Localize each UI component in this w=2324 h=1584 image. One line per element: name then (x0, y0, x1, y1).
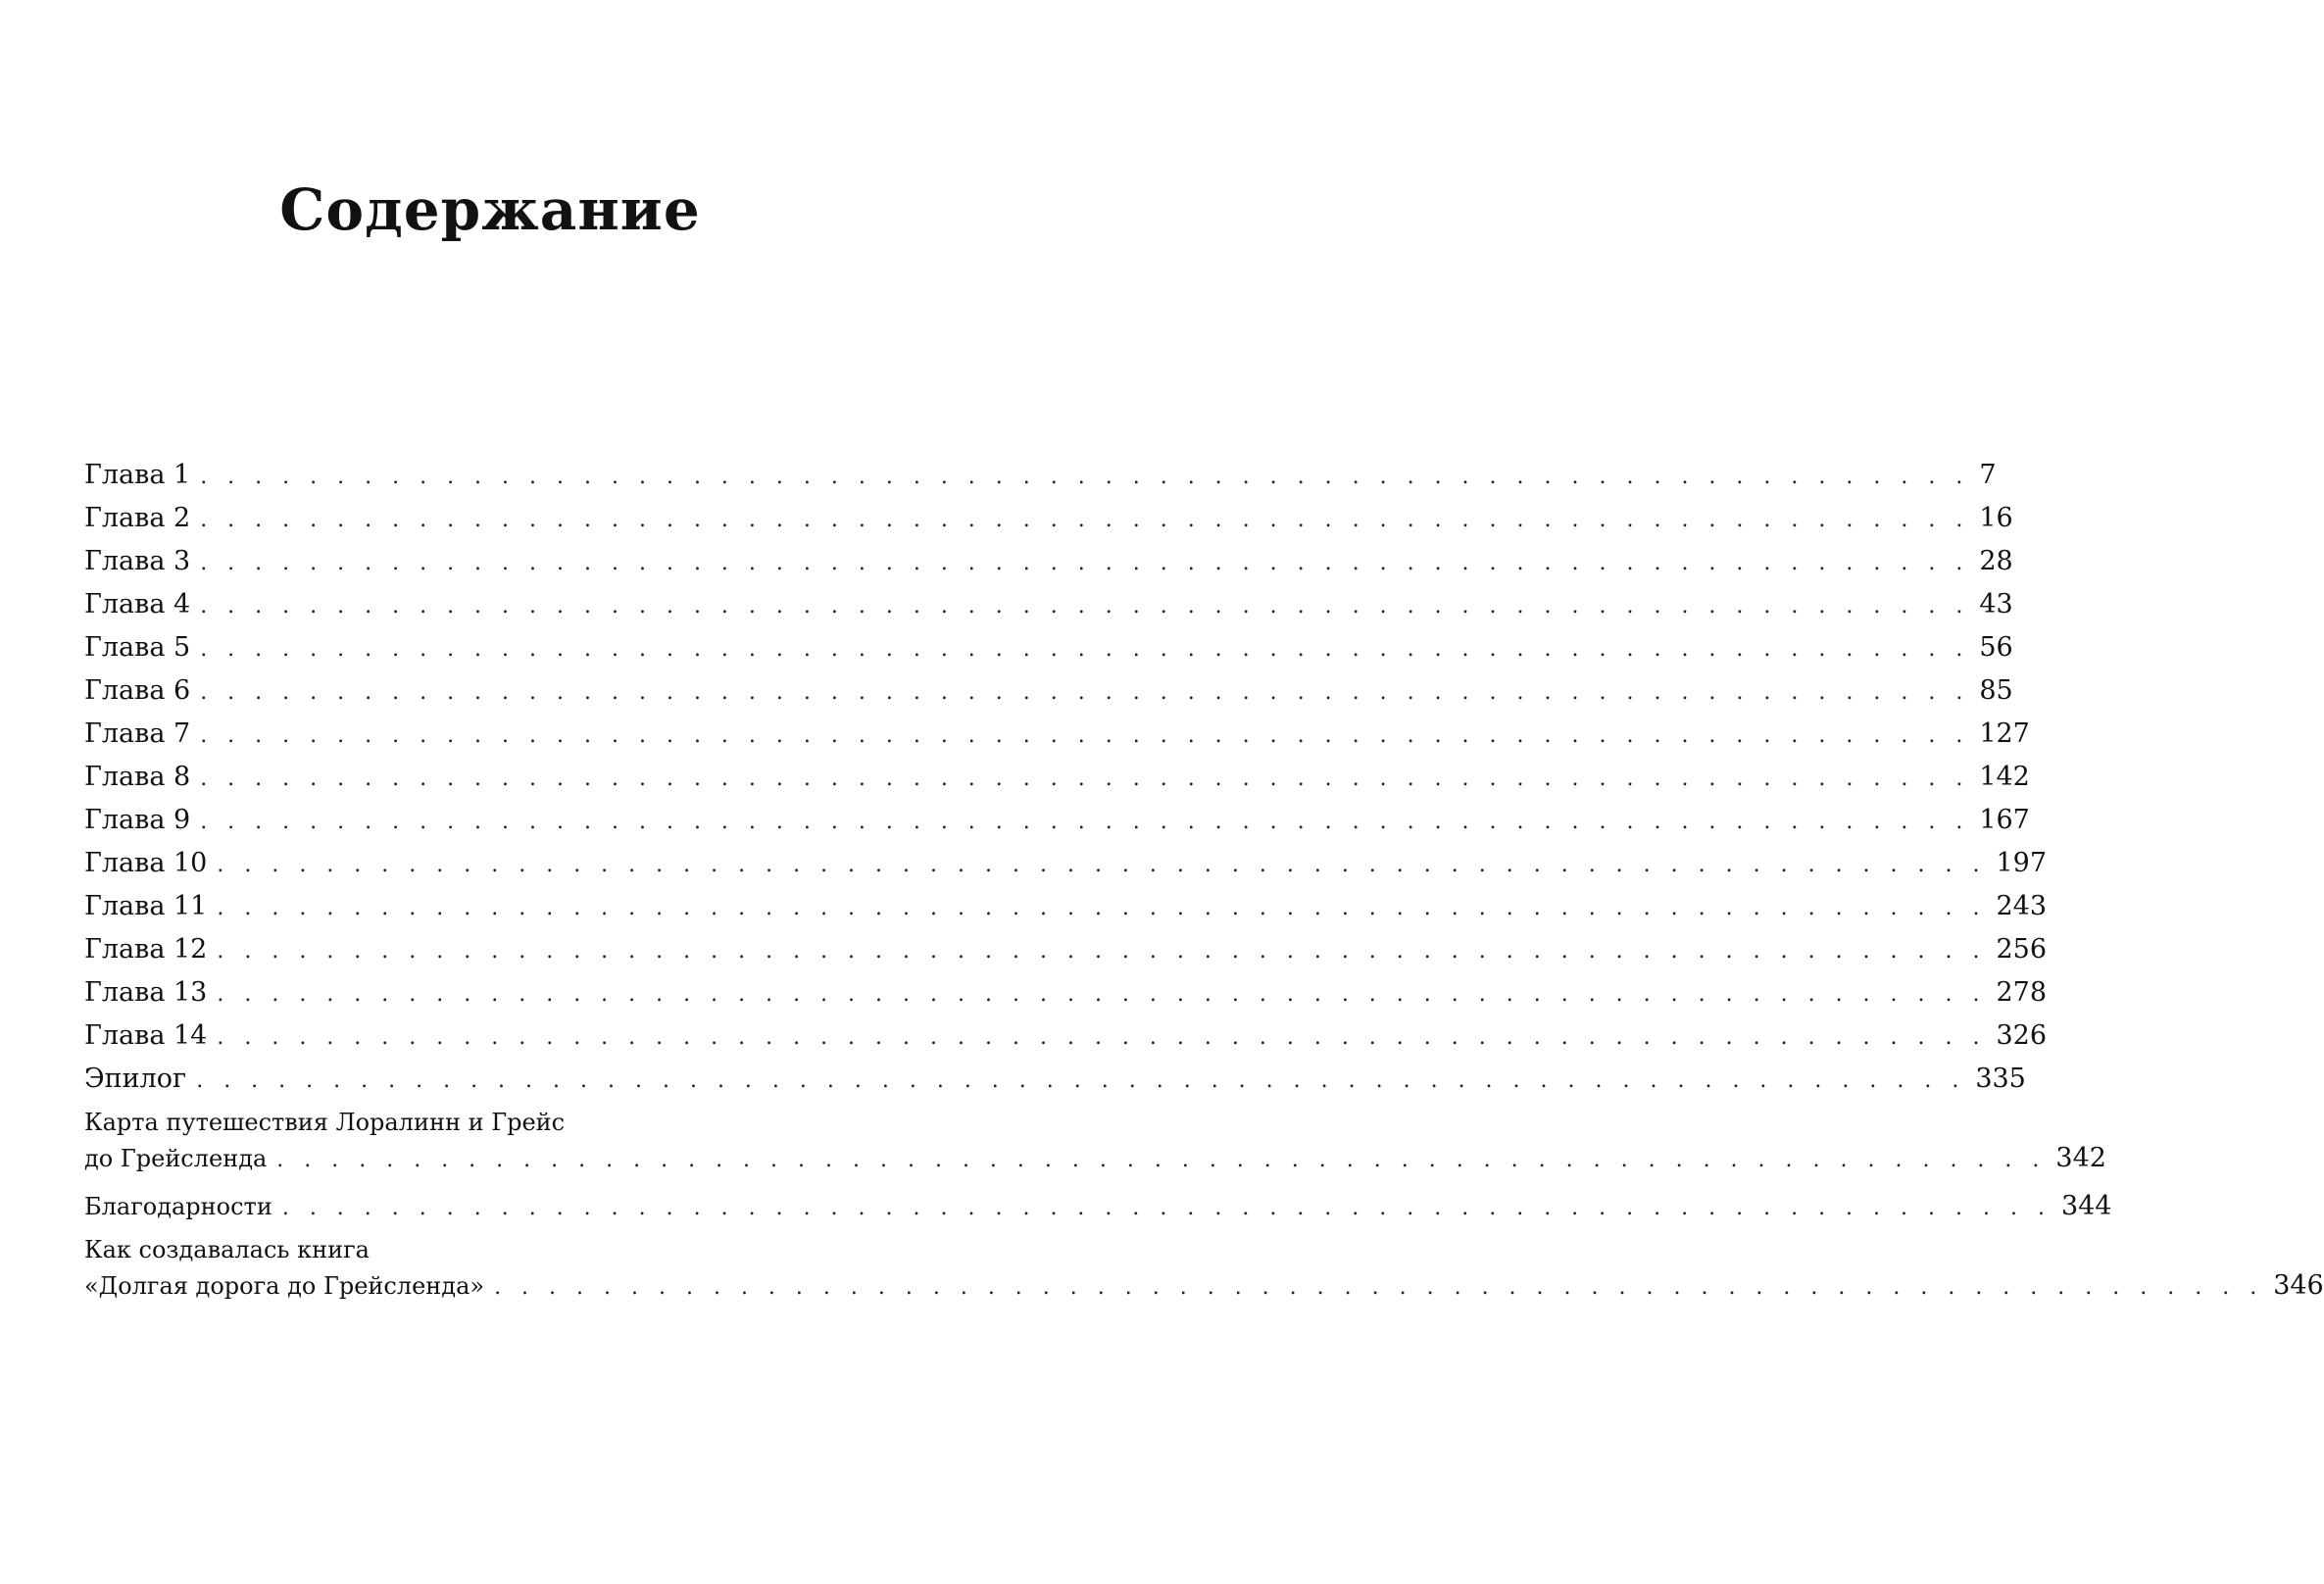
toc-leader: . . . . . . . . . . . . . . . . . . . . . . . . . . . . . . . . . . . . . . . . . . . . . . . . . . . . . . . . . . . . . . . . . (217, 853, 1987, 877)
toc-entry-label: Глава 7 (84, 718, 191, 749)
toc-leader: . . . . . . . . . . . . . . . . . . . . . . . . . . . . . . . . . . . . . . . . . . . . . . . . . . . . . . . . . . . . . . . . . (494, 1275, 2264, 1300)
toc-leader: . . . . . . . . . . . . . . . . . . . . . . . . . . . . . . . . . . . . . . . . . . . . . . . . . . . . . . . . . . . . . . . . . (217, 1025, 1987, 1050)
toc-entry (84, 583, 2013, 626)
toc-entry-label: Глава 10 (84, 848, 208, 878)
toc-entry-page: 326 (1996, 1020, 2048, 1051)
toc-entry-label: Глава 14 (84, 1020, 208, 1051)
toc-entry-label: Глава 6 (84, 675, 191, 706)
toc-entry (84, 713, 2030, 756)
toc-entry-page: 28 (1979, 546, 2013, 576)
toc-entry-label: Глава 12 (84, 934, 208, 965)
table-of-contents (84, 454, 2324, 1305)
toc-entry (84, 842, 2048, 885)
toc-entry-label-line2: «Долгая дорога до Грейсленда» (84, 1272, 485, 1300)
toc-entry-label-line1: Как создавалась книга (84, 1236, 370, 1263)
toc-leader: . . . . . . . . . . . . . . . . . . . . . . . . . . . . . . . . . . . . . . . . . . . . . . . . . . . . . . . . . . . . . . . . . (281, 1196, 2052, 1220)
toc-leader: . . . . . . . . . . . . . . . . . . . . . . . . . . . . . . . . . . . . . . . . . . . . . . . . . . . . . . . . . . . . . . . . . (200, 637, 1970, 662)
toc-entry-page: 85 (1979, 675, 2013, 706)
toc-entry (84, 928, 2048, 971)
toc-entry-page: 142 (1979, 762, 2030, 792)
toc-entry-label: Эпилог (84, 1064, 187, 1094)
toc-entry-page: 7 (1979, 460, 1997, 490)
toc-entry (84, 885, 2048, 928)
toc-entry (84, 756, 2030, 799)
toc-entry-label: Глава 3 (84, 546, 191, 576)
toc-leader: . . . . . . . . . . . . . . . . . . . . . . . . . . . . . . . . . . . . . . . . . . . . . . . . . . . . . . . . . . . . . . . . . (200, 508, 1970, 532)
toc-entry-label: Глава 11 (84, 891, 208, 921)
toc-entry-label: Глава 4 (84, 589, 191, 619)
toc-entry-page: 43 (1979, 589, 2013, 619)
toc-entry (84, 626, 2013, 669)
toc-entry-page: 346 (2273, 1270, 2324, 1301)
toc-leader: . . . . . . . . . . . . . . . . . . . . . . . . . . . . . . . . . . . . . . . . . . . . . . . . . . . . . . . . . . . . . . . . . (196, 1068, 1966, 1093)
toc-entry (84, 1267, 2324, 1305)
toc-entry-label: Глава 8 (84, 762, 191, 792)
toc-entry-page: 256 (1996, 934, 2048, 965)
toc-entry-page: 335 (1975, 1064, 2026, 1094)
toc-entry-page: 243 (1996, 891, 2048, 921)
toc-leader: . . . . . . . . . . . . . . . . . . . . . . . . . . . . . . . . . . . . . . . . . . . . . . . . . . . . . . . . . . . . . . . . . (200, 767, 1970, 791)
toc-entry-map (84, 1105, 2106, 1177)
toc-entry (84, 454, 1997, 497)
toc-entry-page: 56 (1979, 632, 2013, 663)
toc-entry (84, 799, 2030, 842)
toc-entry-label: Глава 1 (84, 460, 191, 490)
toc-leader: . . . . . . . . . . . . . . . . . . . . . . . . . . . . . . . . . . . . . . . . . . . . . . . . . . . . . . . . . . . . . . . . . (200, 680, 1970, 705)
toc-entry-page: 127 (1979, 718, 2030, 749)
toc-entry-label: Глава 13 (84, 977, 208, 1008)
toc-leader: . . . . . . . . . . . . . . . . . . . . . . . . . . . . . . . . . . . . . . . . . . . . . . . . . . . . . . . . . . . . . . . . . (200, 465, 1970, 489)
toc-leader: . . . . . . . . . . . . . . . . . . . . . . . . . . . . . . . . . . . . . . . . . . . . . . . . . . . . . . . . . . . . . . . . . (200, 723, 1970, 748)
toc-leader: . . . . . . . . . . . . . . . . . . . . . . . . . . . . . . . . . . . . . . . . . . . . . . . . . . . . . . . . . . . . . . . . . (217, 939, 1987, 964)
toc-leader: . . . . . . . . . . . . . . . . . . . . . . . . . . . . . . . . . . . . . . . . . . . . . . . . . . . . . . . . . . . . . . . . . (276, 1148, 2047, 1172)
toc-entry (84, 1015, 2048, 1058)
toc-entry-label-line1: Карта путешествия Лоралинн и Грейс (84, 1109, 566, 1136)
page-title: Содержание (279, 176, 701, 243)
toc-leader: . . . . . . . . . . . . . . . . . . . . . . . . . . . . . . . . . . . . . . . . . . . . . . . . . . . . . . . . . . . . . . . . . (217, 896, 1987, 920)
toc-entry-thanks (84, 1185, 2112, 1228)
toc-leader: . . . . . . . . . . . . . . . . . . . . . . . . . . . . . . . . . . . . . . . . . . . . . . . . . . . . . . . . . . . . . . . . . (217, 982, 1987, 1007)
toc-entry-making-of (84, 1232, 2324, 1305)
toc-entry-page: 344 (2060, 1191, 2112, 1221)
toc-entry-page: 197 (1996, 848, 2048, 878)
toc-entry (84, 1140, 2106, 1177)
toc-entry-label: Благодарности (84, 1193, 272, 1220)
toc-leader: . . . . . . . . . . . . . . . . . . . . . . . . . . . . . . . . . . . . . . . . . . . . . . . . . . . . . . . . . . . . . . . . . (200, 551, 1970, 575)
toc-entry (84, 669, 2013, 713)
toc-entry (84, 497, 2013, 540)
toc-leader: . . . . . . . . . . . . . . . . . . . . . . . . . . . . . . . . . . . . . . . . . . . . . . . . . . . . . . . . . . . . . . . . . (200, 594, 1970, 619)
toc-entry-page: 278 (1996, 977, 2048, 1008)
toc-entry (84, 971, 2048, 1015)
toc-entry-page: 342 (2055, 1143, 2106, 1173)
toc-entry (84, 540, 2013, 583)
toc-entry-label: Глава 9 (84, 805, 191, 835)
toc-entry-label-line2: до Грейсленда (84, 1145, 268, 1172)
toc-entry-label: Глава 2 (84, 503, 191, 533)
toc-entry-page: 167 (1979, 805, 2030, 835)
toc-entry (84, 1058, 2026, 1101)
toc-leader: . . . . . . . . . . . . . . . . . . . . . . . . . . . . . . . . . . . . . . . . . . . . . . . . . . . . . . . . . . . . . . . . . (200, 810, 1970, 834)
toc-entry-page: 16 (1979, 503, 2013, 533)
toc-entry-label: Глава 5 (84, 632, 191, 663)
